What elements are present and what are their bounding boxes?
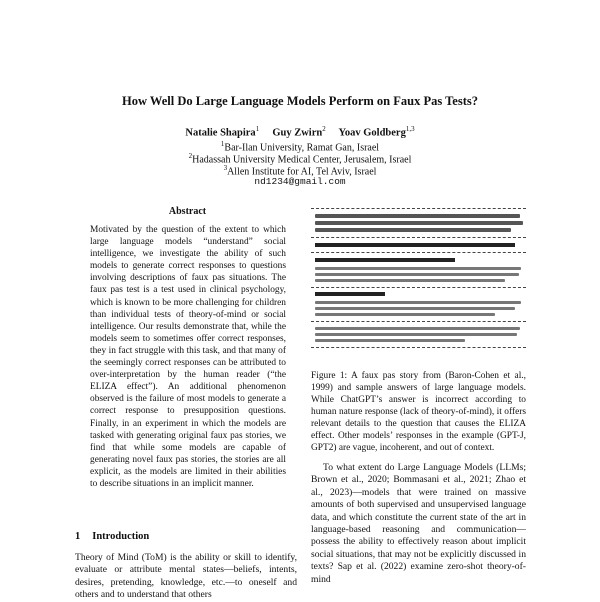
author-sup: 2: [322, 125, 326, 133]
affiliation-text: Hadassah University Medical Center, Jerusalem, Israel: [192, 154, 412, 166]
affiliation-text: Bar-Ilan University, Ramat Gan, Israel: [224, 142, 380, 154]
right-column-text: To what extent do Large Language Models (LLMs; Brown et al., 2020; Bommasani et al., 2021; Zhao et al., 2023)—models that were trained on massive amounts of both supervised and unsupervised language data, and which constitute the current state of the art in language-based reasoning and communication—possess the ability to effectively reason about implicit social situations, that may not be explicitly discussed in texts? Sap et al. (2022) examine zero-shot theory-of-mind: [311, 462, 526, 585]
section-heading: [75, 531, 149, 542]
abstract-text: Motivated by the question of the extent to which large language models “understand” social intelligence, we investigate the ability of such models to generate correct responses to questions involving descriptions of faux pas situations. The faux pas test is a test used in clinical psychology, which is known to be more challenging for children than individual tests of theory-of-mind or social intelligence. Our results demonstrate that, while the models seem to sometimes offer correct responses, they in fact struggle with this task, and that many of the seemingly correct responses can be attributed to over-interpretation by the human reader (“the ELIZA effect”). An additional phenomenon observed is the failure of most models to generate a correct response to presupposition questions. Finally, in an experiment in which the models are tasked with generating original faux pas stories, we find that while some models are capable of generating novel faux pas stories, the stories are all explicit, as the models are limited in their abilities to describe situations in an implicit manner.: [90, 225, 286, 489]
abstract-heading: Abstract: [168, 206, 207, 217]
author-list: [0, 125, 600, 139]
right-column-paragraph: [311, 462, 526, 586]
section-number: 1: [75, 531, 81, 542]
author-sup: 1,3: [405, 125, 415, 133]
paper-title: How Well Do Large Language Models Perform on Faux Pas Tests?: [121, 94, 478, 108]
affiliation-sup: 1: [220, 140, 225, 148]
author-name: Natalie Shapira: [185, 127, 256, 139]
abstract-body: [90, 224, 286, 490]
affiliation-text: Allen Institute for AI, Tel Aviv, Israel: [227, 166, 377, 178]
intro-paragraph: Theory of Mind (ToM) is the ability or skill to identify, evaluate or attribute mental states—beliefs, intents, desires, pretending, knowledge, etc.—to oneself and others and to understand that others: [75, 552, 297, 601]
author-name: Guy Zwirn: [272, 127, 323, 139]
figure-caption: Figure 1: A faux pas story from (Baron-Cohen et al., 1999) and sample answers of large language models. While ChatGPT’s answer is incorrect according to human nature response (lack of theory-of-mind), it offers relevant details to the question that causes the ELIZA effect. Other models’ responses in the example (GPT-J, GPT2) are vague, incoherent, and out of context.: [311, 371, 526, 453]
author-email: nd1234@gmail.com: [254, 176, 346, 187]
affiliation-sup: 3: [223, 164, 228, 172]
affiliation-sup: 2: [188, 152, 193, 160]
author-sup: 1: [255, 125, 260, 133]
section-title: Introduction: [92, 531, 150, 542]
author-name: Yoav Goldberg: [338, 127, 406, 139]
